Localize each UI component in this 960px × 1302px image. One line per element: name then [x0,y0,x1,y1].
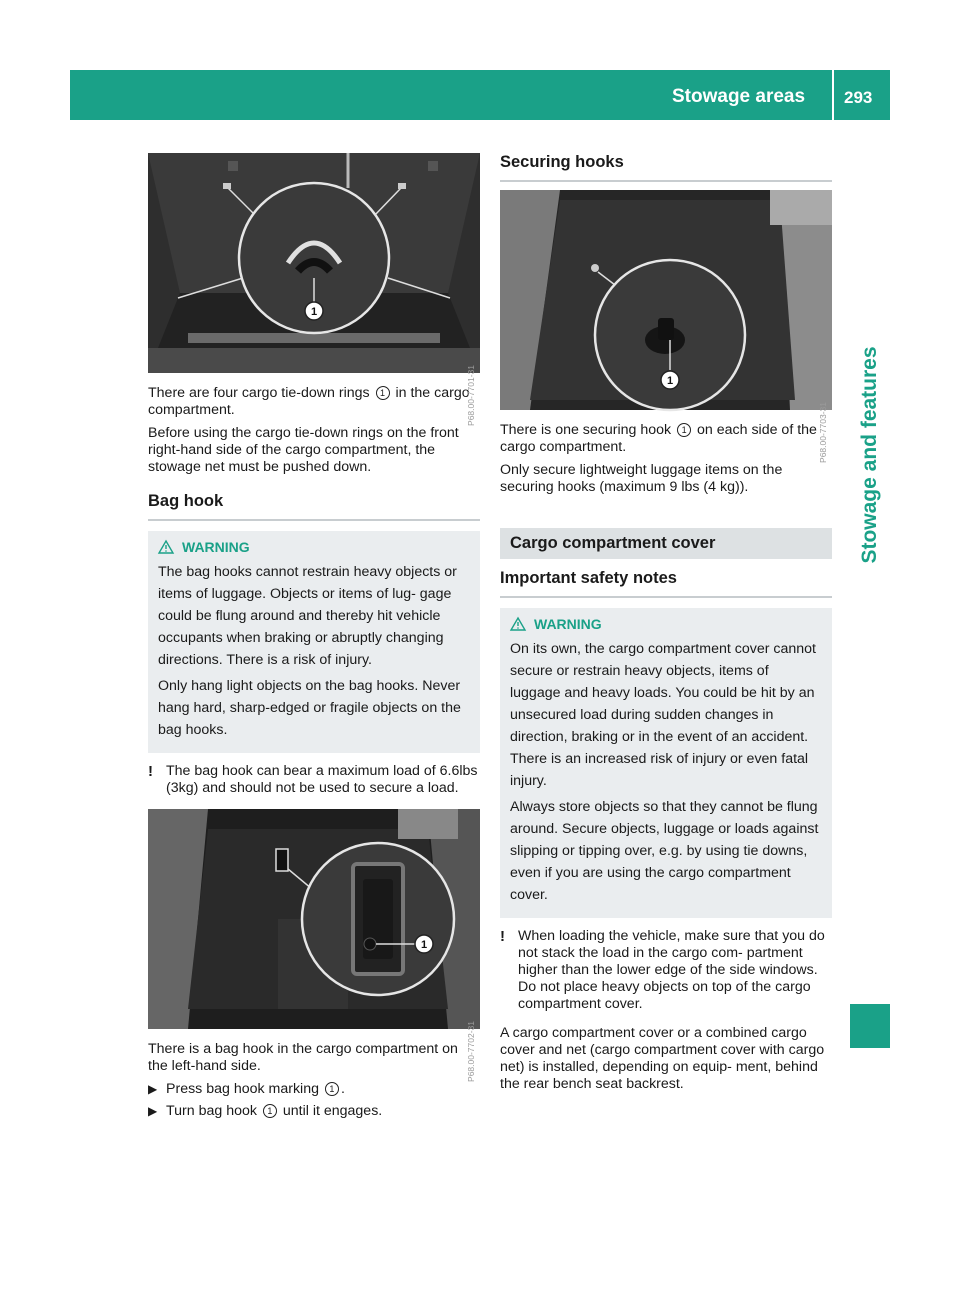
warning-text: The bag hooks cannot restrain heavy objects or items of luggage. Objects or items of lug- gage could be flung around and thereby hit vehicle occupants when braking or abruptly changing directions. There is a risk of injury. [158,564,457,668]
photo-code: P68.00-7702-31 [466,1021,476,1082]
page-number: 293 [844,88,873,107]
safety-notes-heading: Important safety notes [500,569,832,598]
warning-triangle-icon [158,540,174,554]
warning-triangle-icon [510,617,526,631]
warning-text: On its own, the cargo compartment cover cannot secure or restrain heavy objects, items of luggage and heavy loads. You could be hit by an unsecured load during sudden changes in direction, braking or in the event of an accident. There is an increased risk of injury or even fatal injury. [510,641,816,789]
securing-hooks-heading: Securing hooks [500,153,832,182]
right-column [500,153,832,1099]
warning-title: WARNING [510,616,822,632]
svg-text:1: 1 [666,375,674,387]
warning-text: Only hang light objects on the bag hooks. Never hang hard, sharp-edged or fragile objects on the bag hooks. [158,678,461,738]
arrow-right-icon: ▶ [148,1104,158,1118]
bag-hook-location-text: There is a bag hook in the cargo compartment on the left-hand side. [148,1041,458,1074]
side-tab-block [850,1004,890,1048]
warning-text: Always store objects so that they cannot be flung around. Secure objects, luggage or loads against slipping or tipping over, e.g. by using tie downs, even if you are using the cargo compartment cover. [510,799,819,903]
bag-hook-load-note: ! The bag hook can bear a maximum load of 6.6lbs (3kg) and should not be used to secure a load. [148,763,478,796]
cargo-cover-warning-box [500,608,832,918]
svg-text:1: 1 [420,939,428,951]
header-divider [832,70,834,120]
instruction-step: ▶ Press bag hook marking 1 . [148,1081,345,1097]
stowage-net-text: Before using the cargo tie-down rings on the front right-hand side of the cargo compartment, the stowage net must be pushed down. [148,425,459,475]
instruction-step: ▶ Turn bag hook 1 until it engages. [148,1103,383,1119]
note-exclamation-icon: ! [500,928,505,945]
warning-title: WARNING [158,539,470,555]
photo-code: P68.00-7703-31 [818,402,828,463]
cargo-cover-section-title: Cargo compartment cover [500,528,832,559]
cargo-cover-installation-text: A cargo compartment cover or a combined cargo cover and net (cargo compartment cover with cargo net) is installed, depending on equip- ment, behind the rear bench seat backrest. [500,1025,825,1092]
arrow-right-icon: ▶ [148,1082,158,1096]
left-column [148,153,480,1125]
securing-hook-location-text: There is one securing hook 1 on each side of the cargo compartment. [500,422,817,455]
securing-hook-load-text: Only secure lightweight luggage items on the securing hooks (maximum 9 lbs (4 kg)). [500,462,783,495]
note-exclamation-icon: ! [148,763,153,780]
side-chapter-label: Stowage and features [858,346,881,564]
svg-text:1: 1 [310,306,318,318]
section-title: Stowage areas [672,86,806,107]
side-chapter-tab [850,255,890,655]
loading-note: ! When loading the vehicle, make sure that you do not stack the load in the cargo com- partment higher than the lower edge of the side windows. Do not place heavy objects on top of the cargo compartment cover. [500,928,825,1012]
tie-down-rings-text: There are four cargo tie-down rings 1 in the cargo compartment. [148,385,470,418]
photo-code: P68.00-7701-31 [466,365,476,426]
bag-hook-warning-box [148,531,480,753]
bag-hook-heading: Bag hook [148,492,480,521]
